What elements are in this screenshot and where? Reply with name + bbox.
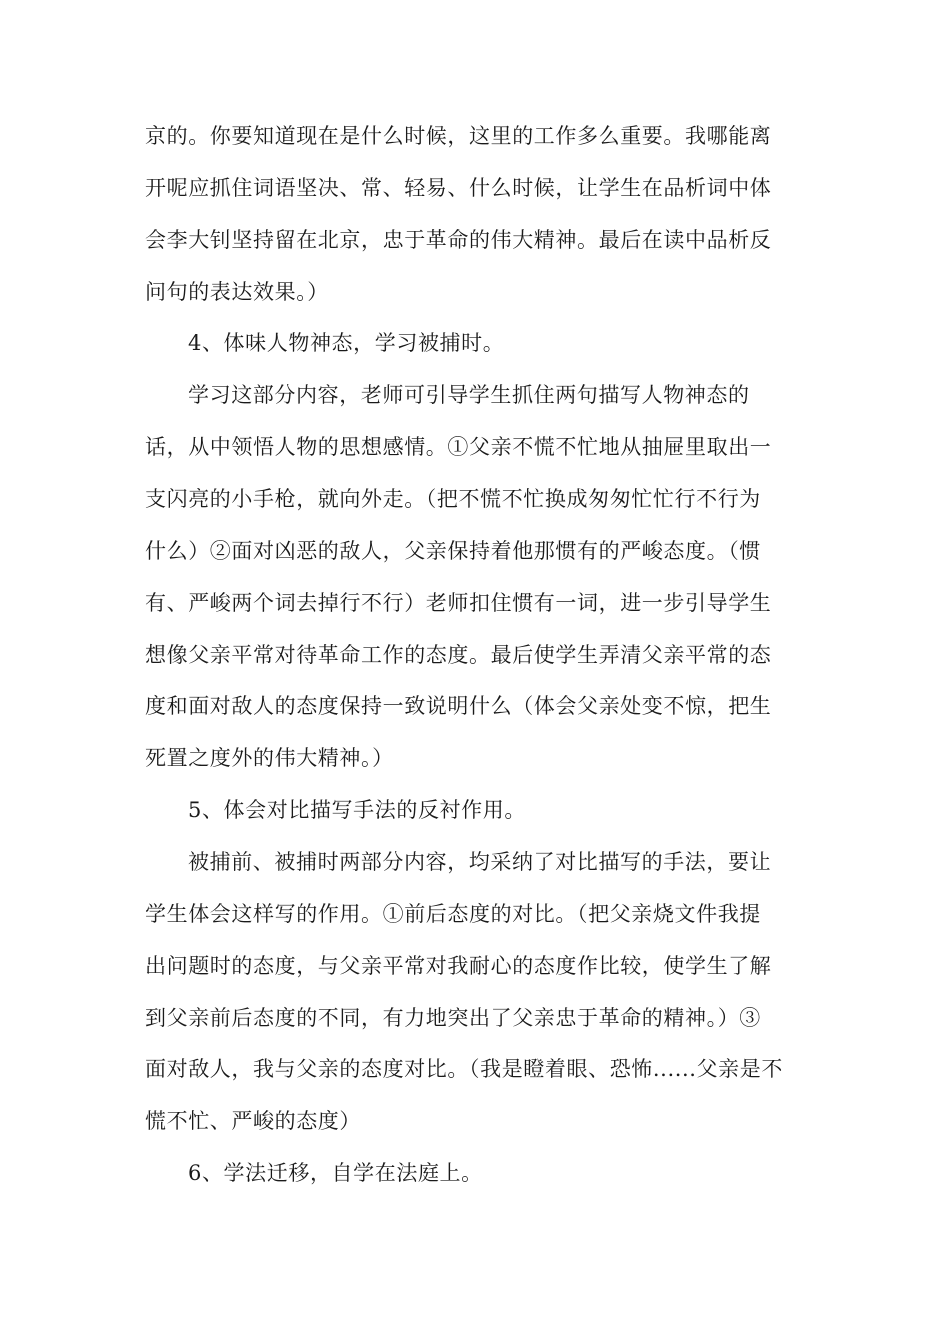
text-line: 话，从中领悟人物的思想感情。①父亲不慌不忙地从抽屉里取出一 bbox=[145, 435, 772, 459]
text-line: 有、严峻两个词去掉行不行）老师扣住惯有一词，进一步引导学生 bbox=[145, 591, 772, 615]
section-heading-5: 5、体会对比描写手法的反衬作用。 bbox=[188, 798, 526, 822]
text-line: 到父亲前后态度的不同，有力地突出了父亲忠于革命的精神。）③ bbox=[145, 1006, 761, 1030]
text-line: 开呢应抓住词语坚决、常、轻易、什么时候，让学生在品析词中体 bbox=[145, 176, 772, 200]
text-line: 学生体会这样写的作用。①前后态度的对比。（把父亲烧文件我提 bbox=[145, 902, 761, 926]
text-line: 想像父亲平常对待革命工作的态度。最后使学生弄清父亲平常的态 bbox=[145, 643, 772, 667]
section-heading-4: 4、体味人物神态，学习被捕时。 bbox=[188, 331, 505, 355]
paragraph-start: 学习这部分内容，老师可引导学生抓住两句描写人物神态的 bbox=[188, 383, 750, 407]
text-line: 慌不忙、严峻的态度） bbox=[145, 1109, 361, 1133]
text-line: 京的。你要知道现在是什么时候，这里的工作多么重要。我哪能离 bbox=[145, 124, 772, 148]
text-line: 出问题时的态度，与父亲平常对我耐心的态度作比较，使学生了解 bbox=[145, 954, 772, 978]
text-line: 问句的表达效果。） bbox=[145, 280, 329, 304]
section-heading-6: 6、学法迁移，自学在法庭上。 bbox=[188, 1161, 483, 1185]
text-line: 死置之度外的伟大精神。） bbox=[145, 746, 394, 770]
text-line: 会李大钊坚持留在北京，忠于革命的伟大精神。最后在读中品析反 bbox=[145, 228, 772, 252]
text-line: 度和面对敌人的态度保持一致说明什么（体会父亲处变不惊，把生 bbox=[145, 694, 772, 718]
text-line: 面对敌人，我与父亲的态度对比。（我是瞪着眼、恐怖......父亲是不 bbox=[145, 1057, 783, 1081]
paragraph-start: 被捕前、被捕时两部分内容，均采纳了对比描写的手法，要让 bbox=[188, 850, 772, 874]
text-line: 什么）②面对凶恶的敌人，父亲保持着他那惯有的严峻态度。（惯 bbox=[145, 539, 761, 563]
text-line: 支闪亮的小手枪，就向外走。（把不慌不忙换成匆匆忙忙行不行为 bbox=[145, 487, 761, 511]
